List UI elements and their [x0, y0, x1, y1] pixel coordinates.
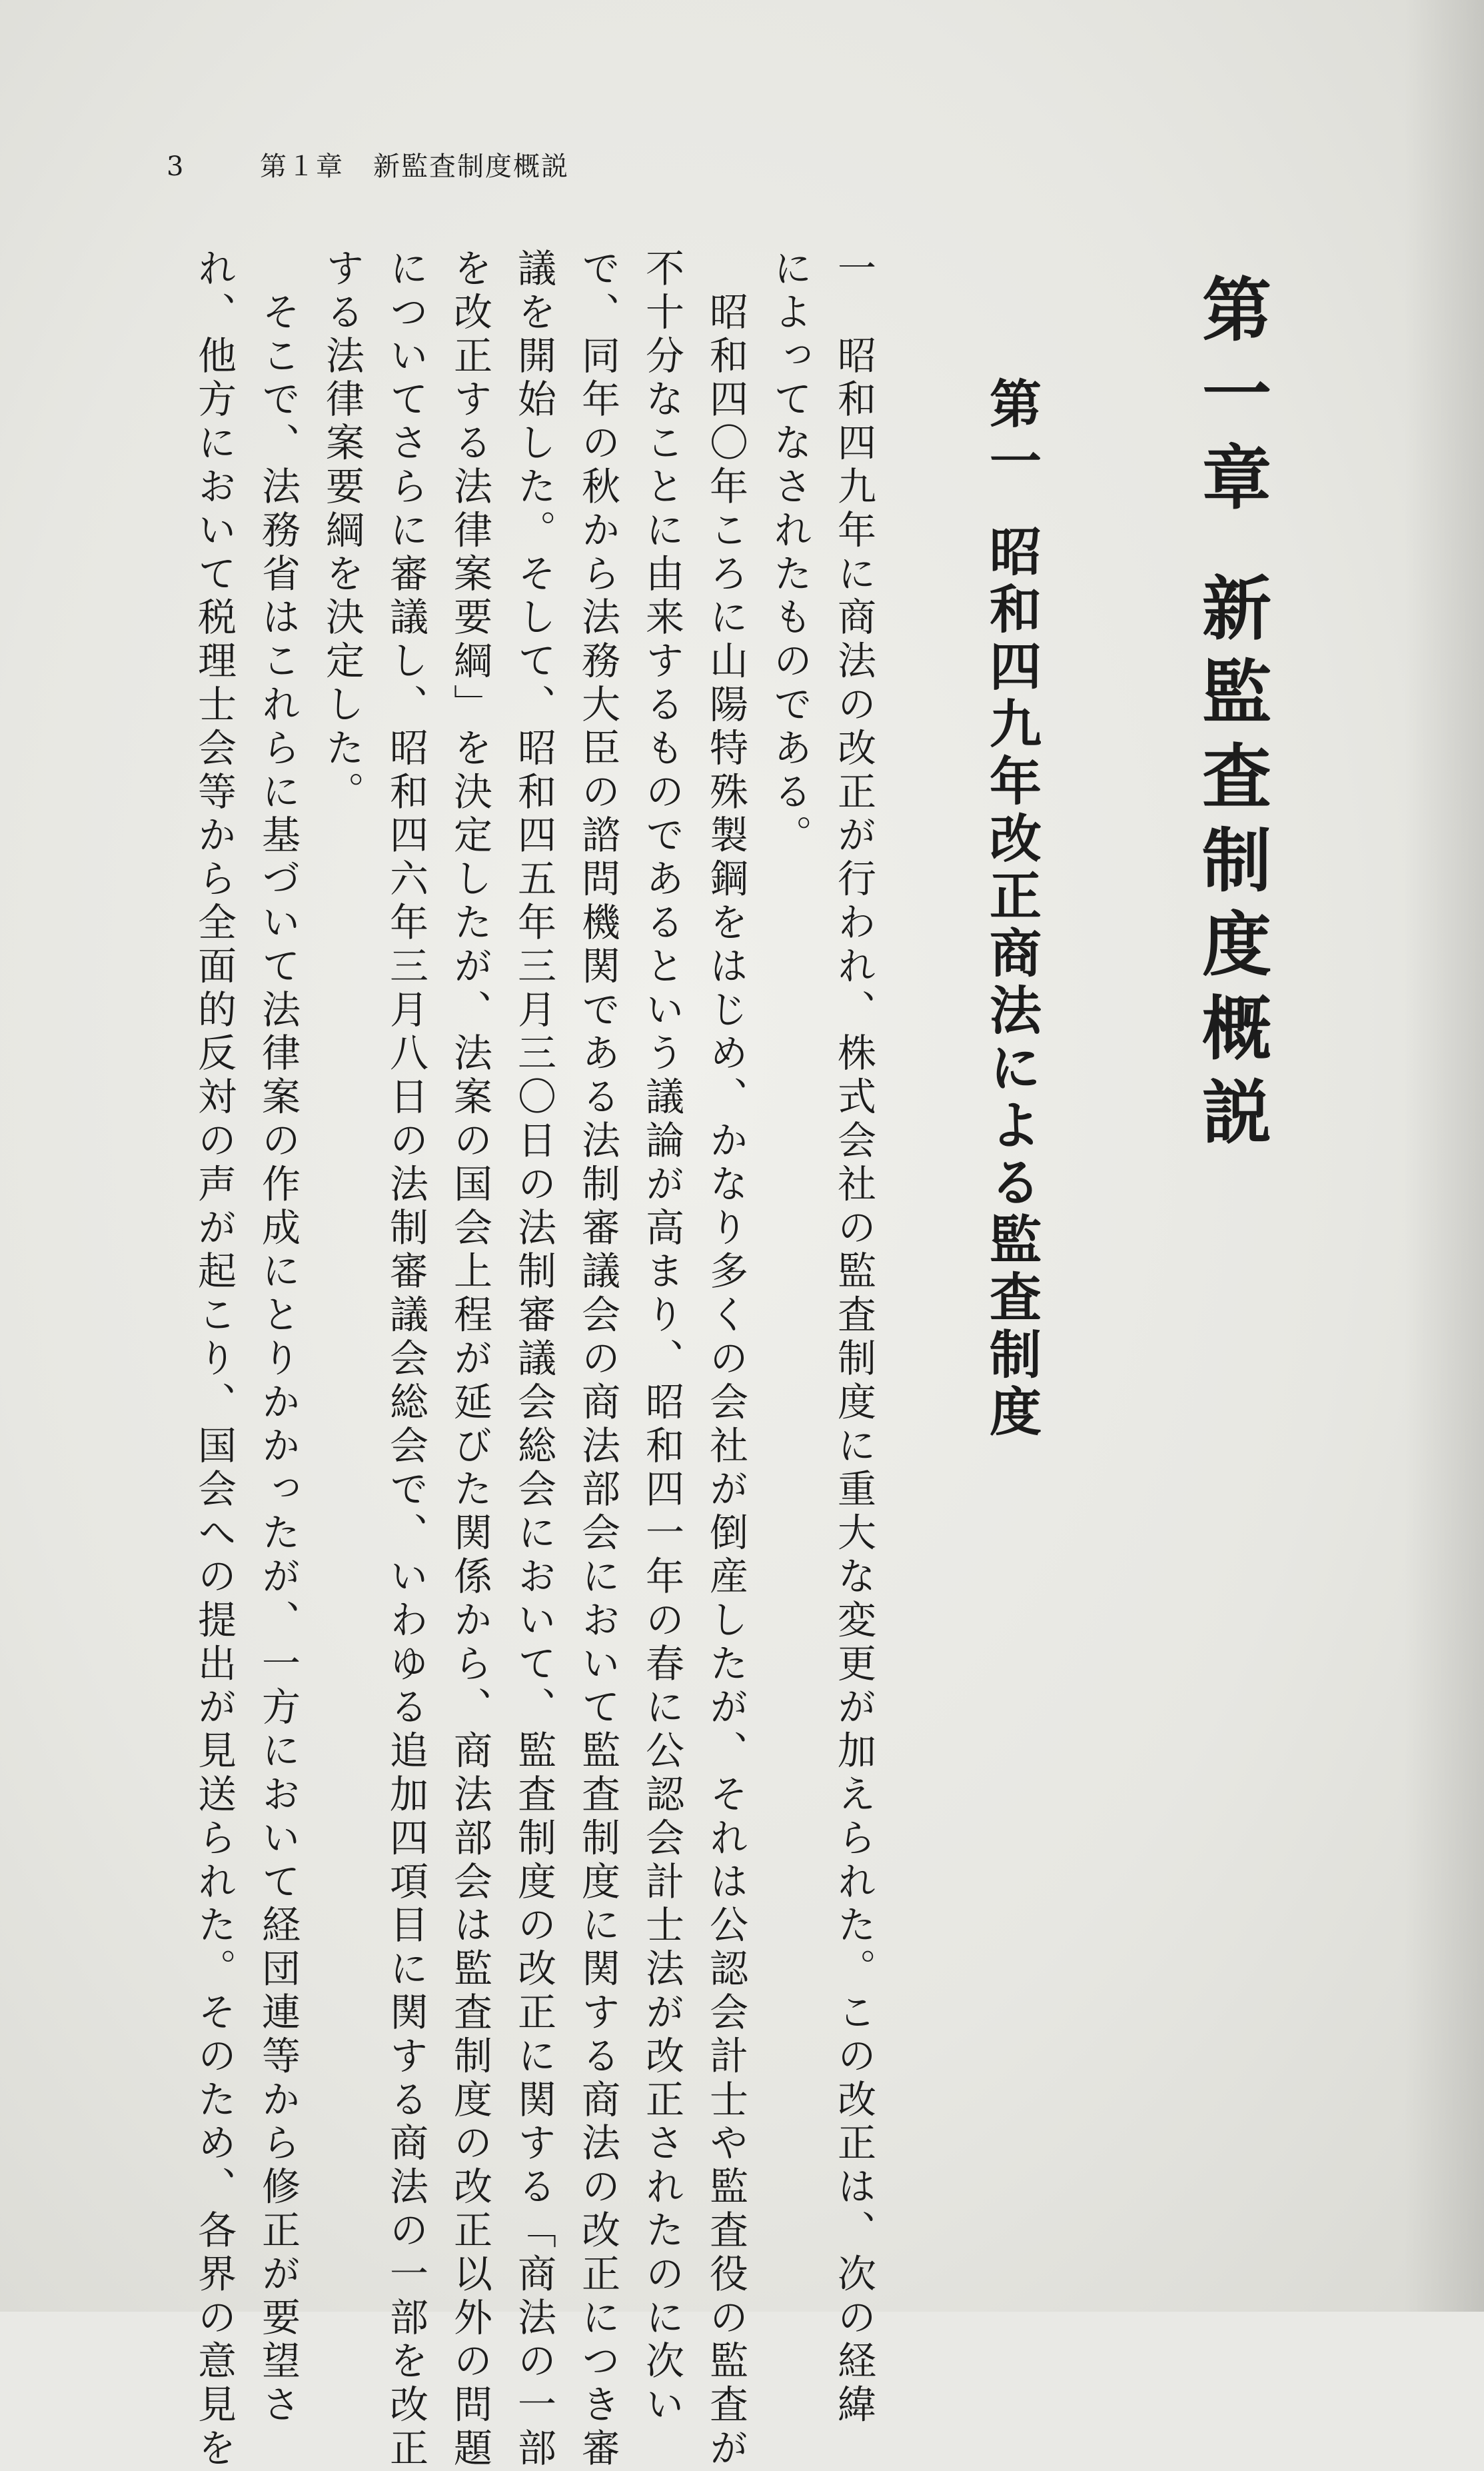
- body-line: で、同年の秋から法務大臣の諮問機関である法制審議会の商法部会において監査制度に関する商法の改正につき審: [575, 248, 620, 2471]
- body-line: 昭和四〇年ころに山陽特殊製鋼をはじめ、かなり多くの会社が倒産したが、それは公認会計士や監査役の監査が: [703, 248, 748, 2471]
- running-head: [167, 145, 569, 183]
- page-number: 3: [167, 151, 185, 182]
- body-line: する法律案要綱を決定した。: [319, 248, 365, 815]
- body-line: 不十分なことに由来するものであるという議論が高まり、昭和四一年の春に公認会計士法が改正されたのに次い: [639, 248, 684, 2428]
- chapter-number: 第一章: [1190, 273, 1272, 525]
- section-number: 第一: [981, 377, 1042, 491]
- body-line: によってなされたものである。: [767, 248, 812, 859]
- body-line: についてさらに審議し、昭和四六年三月八日の法制審議会総会で、いわゆる追加四項目に関する商法の一部を改正: [383, 248, 428, 2471]
- running-head-chapter-label: 第１章: [260, 151, 344, 182]
- body-line: れ、他方において税理士会等から全面的反対の声が起こり、国会への提出が見送られた。そのため、各界の意見を: [191, 248, 237, 2471]
- chapter-title: [1190, 273, 1272, 1160]
- running-head-chapter-name: 新監査制度概説: [373, 151, 569, 182]
- section-title: [981, 377, 1042, 1442]
- body-line: を改正する法律案要綱」を決定したが、法案の国会上程が延びた関係から、商法部会は監査制度の改正以外の問題: [447, 248, 492, 2471]
- body-line: 議を開始した。そして、昭和四五年三月三〇日の法制審議会総会において、監査制度の改正に関する「商法の一部: [511, 248, 556, 2471]
- body-line: そこで、法務省はこれらに基づいて法律案の作成にとりかかったが、一方において経団連等から修正が要望さ: [255, 248, 301, 2428]
- body-line: 一 昭和四九年に商法の改正が行われ、株式会社の監査制度に重大な変更が加えられた。この改正は、次の経緯: [831, 248, 876, 2428]
- chapter-name: 新監査制度概説: [1190, 572, 1272, 1160]
- section-name: 昭和四九年改正商法による監査制度: [981, 525, 1042, 1442]
